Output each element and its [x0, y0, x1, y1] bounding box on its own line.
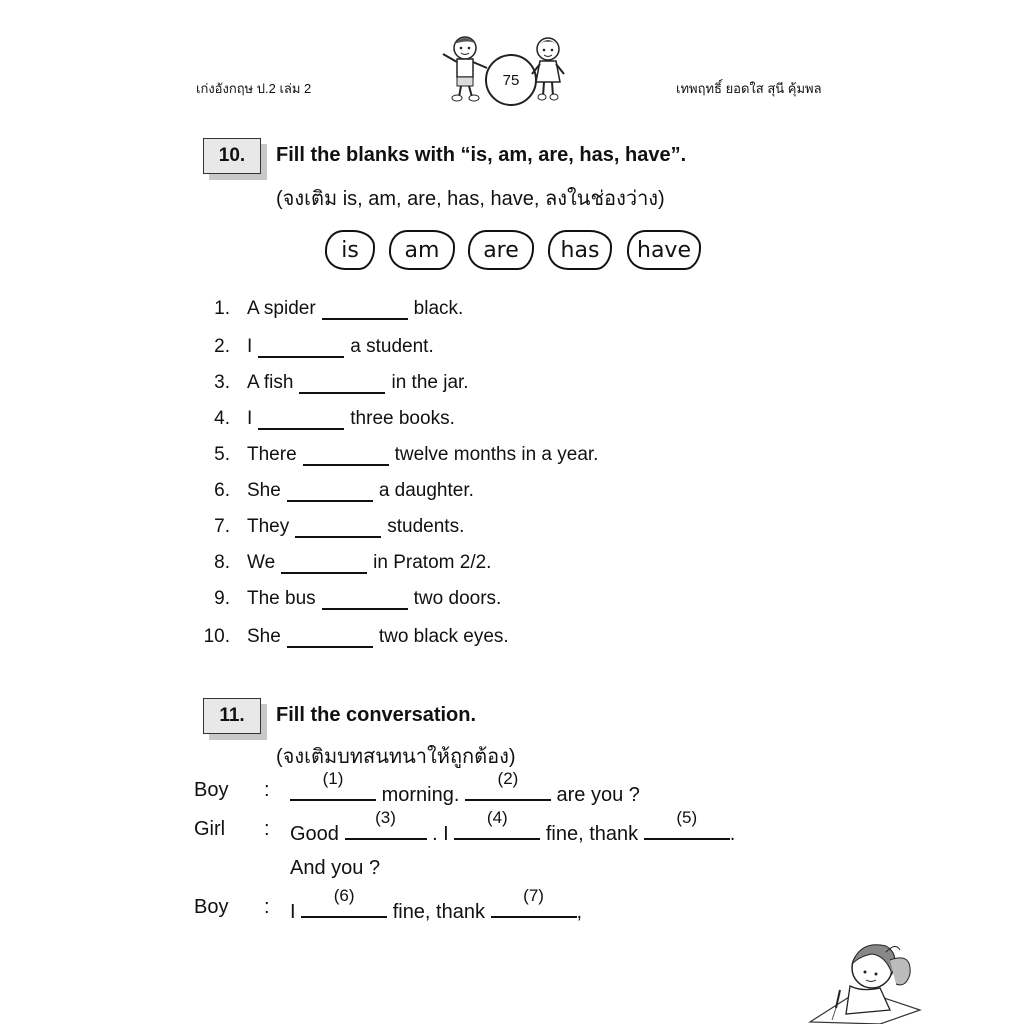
answer-blank[interactable]: [281, 552, 367, 574]
exercise-10-item-8: [190, 552, 491, 574]
page-number: 75: [485, 54, 537, 106]
authors: เทพฤทธิ์ ยอดใส สุนี คุ้มพล: [676, 81, 822, 96]
item-number: 5.: [214, 444, 230, 465]
conversation-speaker-boy: Boy: [194, 779, 229, 801]
exercise-10-item-10: [190, 626, 509, 648]
item-before: She: [247, 626, 281, 647]
item-number: 6.: [214, 480, 230, 501]
line-text: fine, thank: [545, 823, 639, 845]
answer-blank[interactable]: [295, 516, 381, 538]
item-number: 4.: [214, 408, 230, 429]
item-number: 10.: [203, 626, 230, 647]
answer-blank[interactable]: [322, 588, 408, 610]
item-before: I: [247, 408, 253, 429]
blank-label: (3): [375, 808, 396, 827]
blank-label: (7): [523, 886, 544, 905]
item-after: black.: [413, 298, 464, 319]
answer-blank[interactable]: [303, 444, 389, 466]
exercise-10-number-box: [197, 128, 259, 174]
conversation-line-3: And you ?: [290, 857, 381, 879]
line-text: are you ?: [556, 784, 640, 806]
blank-label: (2): [497, 769, 519, 788]
item-after: two black eyes.: [378, 626, 509, 647]
item-number: 2.: [214, 336, 230, 357]
exercise-10-item-6: [190, 480, 474, 502]
line-text: .: [729, 823, 736, 845]
item-before: A fish: [247, 372, 294, 393]
item-number: 3.: [214, 372, 230, 393]
conversation-blank-5[interactable]: [644, 808, 730, 840]
item-before: She: [247, 480, 281, 501]
conversation-blank-6[interactable]: [301, 886, 387, 918]
exercise-10-number: 10.: [203, 138, 261, 174]
boy-cartoon-illustration: [437, 32, 493, 102]
exercise-11-number: 11.: [203, 698, 261, 734]
exercise-10-item-2: [190, 336, 434, 358]
blank-label: (5): [676, 808, 698, 827]
book-title: เก่งอังกฤษ ป.2 เล่ม 2: [196, 81, 312, 96]
item-before: We: [247, 552, 276, 573]
conversation-blank-3[interactable]: [345, 808, 427, 840]
item-before: They: [247, 516, 290, 537]
item-after: a student.: [350, 336, 434, 357]
conversation-blank-2[interactable]: [465, 769, 551, 801]
exercise-11-number-box: [197, 688, 259, 734]
exercise-11-instruction: (จงเติมบทสนทนาให้ถูกต้อง): [276, 746, 516, 768]
exercise-10-item-7: [190, 516, 464, 538]
blank-label: (6): [333, 886, 355, 905]
word-bank-has: has: [548, 230, 612, 270]
exercise-10-item-9: [190, 588, 501, 610]
line-text: I: [290, 901, 296, 923]
item-number: 9.: [214, 588, 230, 609]
exercise-10-instruction: (จงเติม is, am, are, has, have, ลงในช่องว่าง): [276, 188, 665, 210]
conversation-speaker-girl: Girl: [194, 818, 226, 840]
item-after: a daughter.: [378, 480, 474, 501]
conversation-blank-4[interactable]: [454, 808, 540, 840]
item-after: twelve months in a year.: [394, 444, 599, 465]
exercise-10-item-3: [190, 372, 469, 394]
exercise-10-title: Fill the blanks with “is, am, are, has, have”.: [276, 144, 687, 166]
answer-blank[interactable]: [287, 626, 373, 648]
answer-blank[interactable]: [287, 480, 373, 502]
answer-blank[interactable]: [258, 408, 344, 430]
item-before: I: [247, 336, 253, 357]
word-bank-am: am: [389, 230, 455, 270]
blank-label: (1): [322, 769, 344, 788]
girl-cartoon-illustration: [528, 34, 568, 102]
answer-blank[interactable]: [258, 336, 344, 358]
speaker-colon: :: [264, 896, 270, 918]
speaker-colon: :: [264, 818, 270, 840]
conversation-blank-1[interactable]: [290, 769, 376, 801]
item-after: in Pratom 2/2.: [373, 552, 492, 573]
word-bank-is: is: [325, 230, 375, 270]
line-text: ,: [576, 901, 583, 923]
item-after: in the jar.: [391, 372, 469, 393]
exercise-10-item-1: [190, 298, 463, 320]
conversation-speaker-boy-2: Boy: [194, 896, 229, 918]
line-text: morning.: [381, 784, 460, 806]
exercise-11-title: Fill the conversation.: [276, 704, 477, 726]
conversation-line-2: [290, 808, 736, 846]
answer-blank[interactable]: [322, 298, 408, 320]
item-before: There: [247, 444, 297, 465]
answer-blank[interactable]: [299, 372, 385, 394]
item-number: 1.: [214, 298, 230, 319]
conversation-blank-7[interactable]: [491, 886, 577, 918]
item-after: three books.: [350, 408, 455, 429]
item-before: A spider: [247, 298, 316, 319]
item-after: two doors.: [413, 588, 502, 609]
line-text: Good: [290, 823, 339, 845]
blank-label: (4): [486, 808, 508, 827]
item-number: 7.: [214, 516, 230, 537]
line-text: . I: [432, 823, 449, 845]
line-text: fine, thank: [392, 901, 485, 923]
girl-drawing-illustration: [800, 930, 924, 1024]
word-bank-have: have: [627, 230, 701, 270]
item-after: students.: [387, 516, 465, 537]
exercise-10-item-5: [190, 444, 598, 466]
conversation-line-4: [290, 886, 583, 924]
conversation-line-1: [290, 769, 640, 807]
word-bank-are: are: [468, 230, 534, 270]
speaker-colon: :: [264, 779, 270, 801]
item-before: The bus: [247, 588, 316, 609]
item-number: 8.: [214, 552, 230, 573]
exercise-10-item-4: [190, 408, 455, 430]
